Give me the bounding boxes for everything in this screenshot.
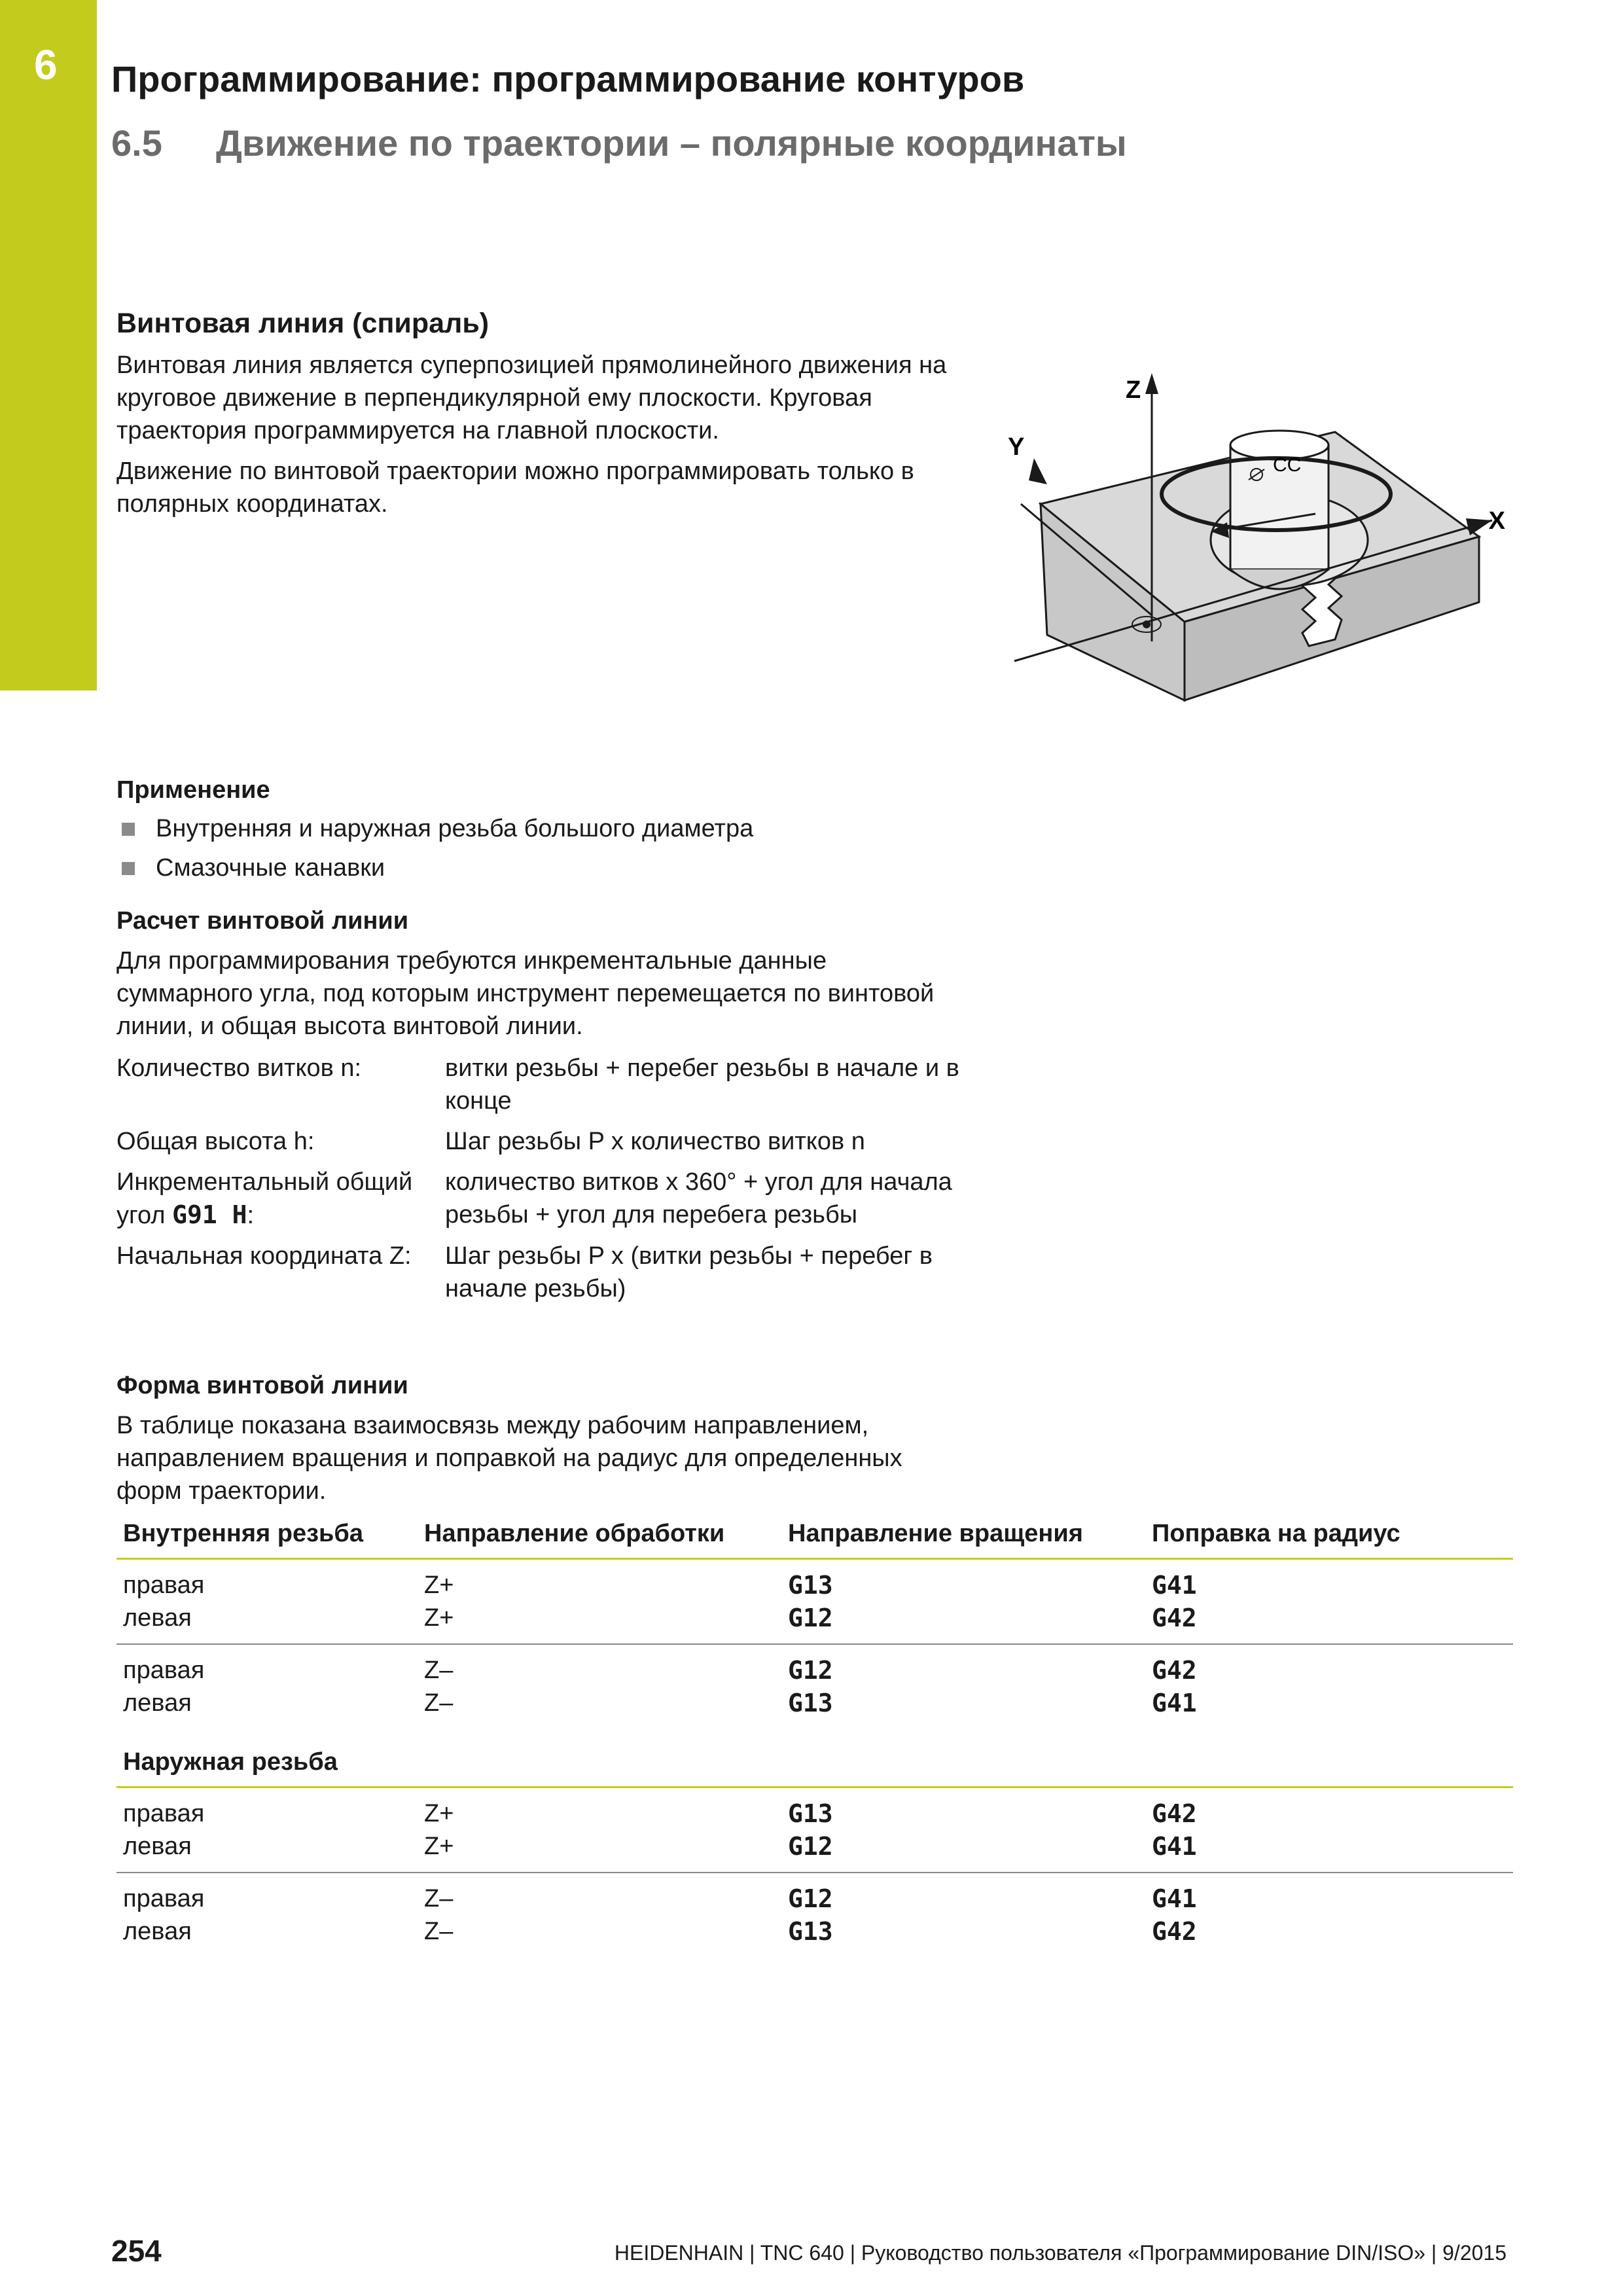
helix-figure	[1008, 353, 1505, 720]
chapter-number: 6	[34, 41, 58, 88]
shape-para: В таблице показана взаимосвязь между рабочим направлением, направлением вращения и поправкой на радиус для определенных форм траектории.	[116, 1412, 902, 1505]
table-row: левая Z– G13 G42	[123, 1917, 1197, 1946]
header-radius-comp: Поправка на радиус	[1145, 1517, 1513, 1559]
cc-label: CC	[1273, 454, 1302, 476]
application-section	[116, 776, 954, 891]
helix-para-1: Винтовая линия является суперпозицией прямолинейного движения на круговое движение в перпендикулярной ему плоскости. Круговая траектория программируется на главной плоскости.	[116, 351, 947, 444]
definition-row: Общая высота h: Шаг резьбы P x количество витков n	[116, 1128, 865, 1155]
chapter-title: Программирование: программирование контуров	[111, 58, 1025, 99]
calculation-section	[116, 907, 967, 1313]
table-row: левая Z+ G12 G41	[116, 1830, 1513, 1873]
section-number: 6.5	[111, 122, 162, 164]
bullet-square-icon	[122, 862, 135, 875]
table-row: правая Z+ G13 G42	[123, 1799, 1197, 1828]
header-rotation-direction: Направление вращения	[781, 1517, 1145, 1559]
definition-row: Количество витков n: витки резьбы + перебег резьбы в начале и в конце	[116, 1054, 959, 1115]
definition-row: Начальная координата Z: Шаг резьбы P x (витки резьбы + перебег в начале резьбы)	[116, 1242, 933, 1302]
external-thread-heading: Наружная резьба	[116, 1729, 1513, 1787]
calculation-definitions	[116, 1052, 967, 1305]
shape-section	[116, 1372, 967, 1507]
footer-text: HEIDENHAIN | TNC 640 | Руководство пользователя «Программирование DIN/ISO» | 9/2015	[614, 2241, 1507, 2265]
calculation-heading: Расчет винтовой линии	[116, 907, 409, 935]
y-axis-label: Y	[1008, 433, 1025, 461]
page-number: 254	[111, 2234, 162, 2268]
list-item: Смазочные канавки	[116, 852, 954, 884]
table-row: правая Z– G12 G42	[123, 1656, 1197, 1685]
list-item: Внутренняя и наружная резьба большого диаметра	[116, 812, 954, 845]
z-axis-label: Z	[1126, 376, 1141, 404]
z-arrow	[1145, 373, 1158, 394]
section-title	[111, 122, 1127, 164]
application-list	[116, 812, 954, 884]
helix-para-2: Движение по винтовой траектории можно программировать только в полярных координатах.	[116, 457, 914, 518]
g91-code: G91 H	[172, 1200, 247, 1229]
bullet-square-icon	[122, 823, 135, 836]
y-arrow	[1029, 458, 1047, 484]
application-heading: Применение	[116, 776, 270, 804]
helix-heading: Винтовая линия (спираль)	[116, 308, 490, 339]
x-axis-label: X	[1488, 507, 1505, 535]
helix-section	[116, 308, 954, 520]
table-row: правая Z– G12 G41	[123, 1884, 1197, 1913]
helix-form-table	[116, 1517, 1513, 1948]
table-row: правая Z+ G13 G41	[123, 1571, 1197, 1600]
table-subheader-row	[116, 1729, 1513, 1787]
table-row: левая Z+ G12 G42	[116, 1602, 1513, 1644]
section-title-text: Движение по траектории – полярные координаты	[216, 122, 1127, 164]
chapter-tab	[0, 0, 97, 691]
calculation-para: Для программирования требуются инкрементальные данные суммарного угла, под которым инструмент перемещается по винтовой линии, и общая высота винтовой линии.	[116, 947, 935, 1040]
definition-row: Инкрементальный общий угол G91 H: количество витков x 360° + угол для начала резьбы + угол для перебега резьбы	[116, 1168, 952, 1229]
table-row: левая Z– G13 G41	[123, 1689, 1197, 1717]
shape-heading: Форма винтовой линии	[116, 1372, 408, 1399]
header-machining-direction: Направление обработки	[418, 1517, 781, 1559]
origin-dot	[1143, 620, 1150, 628]
header-internal-thread: Внутренняя резьба	[116, 1517, 418, 1559]
table-header-row	[116, 1517, 1513, 1559]
